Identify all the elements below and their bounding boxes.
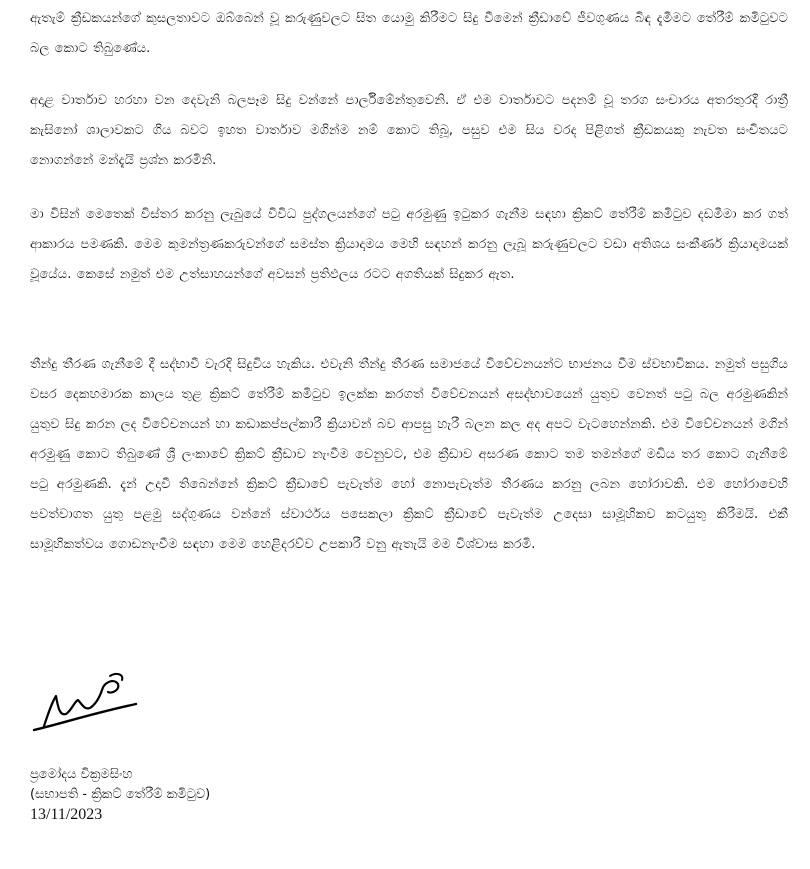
signature-block [30,765,210,825]
paragraph-3: මා විසින් මෙතෙක් විස්තර කරනු ලැබුයේ විවිධ පුද්ගලයන්ගේ පටු අරමුණු ඉටුකර ගැනීම සඳහා ක්‍රිකට් තේරීම් කමිටුව දඩමීමා කර ගත් ආකාරය පමණකි. මෙම කුමන්ත්‍රණකරුවන්ගේ සමස්ත ක්‍රියාදාමය මෙහි සඳහන් කරනු ලැබූ කරුණුවලට වඩා අතිශය සංකීර්ණ ක්‍රියාදාමයක් වූයේය. කෙසේ නමුත් එම උත්සාහයන්ගේ අවසන් ප්‍රතිඵලය රටට අගතියක් සිදුකර ඇත. [30,207,788,282]
paragraph-1: ඇතැම් ක්‍රීඩකයන්ගේ කුසලතාවට ඔබ්බෙන් වූ කරුණුවලට සිත යොමු කිරීමට සිදු වීමෙන් ක්‍රීඩාවේ ජීවගුණය බිඳ දැමීමට තේරීම් කමිටුවට බල කොට තිබුණේය. [30,11,788,56]
handwritten-signature [30,668,140,734]
letter-date: 13/11/2023 [30,806,103,823]
paragraph-4: තීන්දු තීරණ ගැනීමේ දී සද්භාවී වැරදි සිදුවිය හැකිය. එවැනි තීන්දු තීරණ සමාජයේ විවේචනයන්ට භාජනය වීම ස්වභාවිකය. නමුත් පසුගිය වසර දෙකහමාරක කාලය තුළ ක්‍රිකට් තේරීම් කමිටුව ඉලක්ක කරගත් විවේචනයන් අසද්භාවයෙන් යුතුව වෙනත් පටු බල අරමුණකින් යුතුව සිදු කරන ලද විවේචනයන් හා කඩාකප්පල්කාරී ක්‍රියාවන් බව ආපසු හැරී බලන කල අද අපට වැටහෙන්නකි. එම විවේචනයන් මගින් අරමුණු කොට තිබුණේ ශ්‍රී ලංකාවේ ක්‍රිකට් ක්‍රීඩාව නැංවීම වෙනුවට, එම ක්‍රීඩාව අසරණ කොට තම තමන්ගේ මඩිය තර කොට ගැනීමේ පටු අරමුණකි. දැන් උදාවී තිබෙන්නේ ක්‍රිකට් ක්‍රීඩාවේ පැවැත්ම හෝ නොපැවැත්ම තීරණය කරනු ලබන හෝරාවකි. එම හෝරාවෙහි පවත්වාගත යුතු පළමු සද්ගුණය වන්නේ ස්වාර්ථය පසෙකලා ක්‍රිකට් ක්‍රීඩාවේ පැවැත්ම උදෙසා සාමූහිකව කටයුතු කිරීමයි. එකී සාමූහිකත්වය ගොඩනැංවීම සඳහා මෙම හෙළිදරව්ව උපකාරී වනු ඇතැයි මම විශ්වාස කරමි. [30,357,789,552]
signatory-name: ප්‍රමෝදය වික්‍රමසිංහ [30,767,133,782]
paragraph-2: අදාළ වාර්තාව හරහා වන දෙවැනි බලපෑම සිදු වන්නේ පාර්ලිමේන්තුවෙනි. ඒ එම වාර්තාවට පදනම් වූ තරග සංචාරය අතරතුරදී රාත්‍රී කැසිනෝ ශාලාවකට ගිය බවට ඉහත වාර්තාව මගින්ම නම් කොට තිබූ, පසුව එම සිය වරද පිළිගත් ක්‍රීඩකයකු නැවත සංචිතයට නොගන්නේ මන්දැයි ප්‍රශ්න කරමිනි. [30,93,788,168]
signatory-title: (සභාපති - ක්‍රිකට් තේරීම් කමිටුව) [30,787,211,802]
